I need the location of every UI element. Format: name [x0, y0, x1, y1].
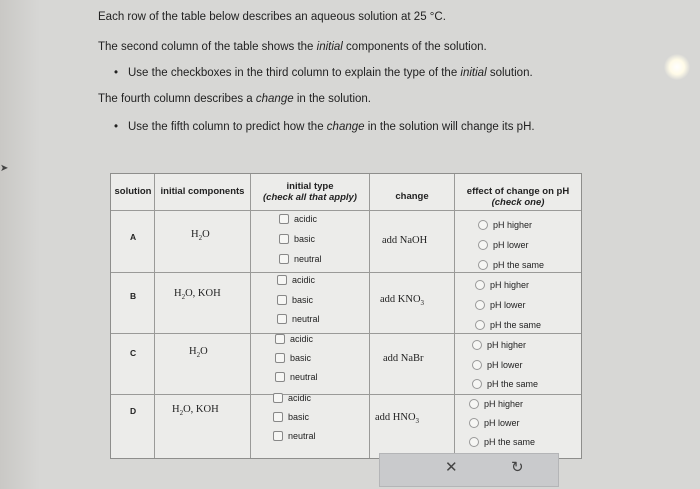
row-divider — [111, 272, 581, 273]
checkbox-label: basic — [292, 295, 314, 305]
radio-dot[interactable] — [475, 280, 485, 290]
radio-label: pH lower — [493, 240, 529, 250]
instruction-emphasis: initial — [460, 67, 487, 79]
row-d-label: D — [130, 406, 137, 416]
cursor-arrow-icon: ➤ — [0, 163, 9, 174]
row-d-ph-same-radio[interactable] — [469, 437, 535, 447]
checkbox-label: neutral — [294, 254, 322, 264]
formula-part: H — [172, 404, 180, 415]
instruction-text: The second column of the table shows the — [98, 41, 317, 53]
header-effect-title: effect of change on pH — [466, 186, 570, 197]
header-initial-components: initial components — [160, 186, 245, 197]
row-c-basic-checkbox[interactable] — [275, 353, 311, 363]
row-b-label: B — [130, 291, 137, 301]
header-effect-hint: (check one) — [491, 197, 545, 209]
row-c-ph-same-radio[interactable] — [472, 379, 538, 389]
row-b-neutral-checkbox[interactable] — [277, 314, 320, 324]
row-d-components — [172, 404, 219, 417]
instruction-line-3 — [98, 94, 371, 106]
row-a-ph-same-radio[interactable] — [478, 260, 544, 270]
instruction-text: in the solution. — [293, 93, 371, 105]
instruction-line-1: Each row of the table below describes an aqueous solution at 25 °C. — [98, 11, 446, 23]
checkbox-box[interactable] — [277, 314, 287, 324]
radio-label: pH the same — [490, 320, 542, 330]
radio-dot[interactable] — [478, 240, 488, 250]
radio-dot[interactable] — [472, 379, 482, 389]
row-a-components — [191, 229, 210, 242]
header-initial-type-hint: (check all that apply) — [263, 192, 357, 204]
column-divider — [369, 174, 370, 458]
formula-part: H — [189, 346, 197, 357]
checkbox-box[interactable] — [277, 295, 287, 305]
radio-dot[interactable] — [478, 220, 488, 230]
change-subscript: 3 — [415, 417, 420, 426]
radio-label: pH higher — [487, 340, 527, 350]
radio-label: pH lower — [490, 300, 526, 310]
radio-dot[interactable] — [469, 437, 479, 447]
instruction-text: in the solution will change its pH. — [364, 121, 535, 133]
instruction-text: The fourth column describes a — [98, 93, 256, 105]
checkbox-label: acidic — [290, 334, 314, 344]
instruction-text: solution. — [486, 67, 533, 79]
row-a-label: A — [130, 232, 137, 242]
row-c-neutral-checkbox[interactable] — [275, 372, 318, 382]
column-divider — [250, 174, 251, 458]
checkbox-box[interactable] — [273, 412, 283, 422]
formula-subscript: 2 — [196, 351, 201, 360]
row-divider — [111, 394, 581, 395]
header-change: change — [395, 191, 429, 202]
change-text: add KNO — [380, 294, 421, 305]
row-b-change — [380, 294, 424, 307]
row-c-change — [383, 353, 424, 366]
radio-dot[interactable] — [472, 340, 482, 350]
radio-dot[interactable] — [472, 360, 482, 370]
formula-part: O, KOH — [185, 288, 221, 299]
clear-icon[interactable]: ✕ — [445, 459, 458, 476]
row-b-ph-same-radio[interactable] — [475, 320, 541, 330]
change-text: add NaBr — [383, 353, 424, 364]
radio-dot[interactable] — [469, 418, 479, 428]
header-initial-type-title: initial type — [286, 181, 334, 192]
row-divider — [111, 210, 581, 211]
checkbox-box[interactable] — [275, 353, 285, 363]
change-text: add NaOH — [382, 235, 428, 246]
checkbox-label: neutral — [288, 431, 316, 441]
row-a-basic-checkbox[interactable] — [279, 234, 315, 244]
undo-icon[interactable]: ↻ — [511, 459, 524, 476]
row-a-change — [382, 235, 427, 248]
change-text: add HNO — [375, 412, 416, 423]
row-b-components — [174, 288, 221, 301]
formula-part: O, KOH — [183, 404, 219, 415]
formula-part: H — [174, 288, 182, 299]
row-d-change — [375, 412, 419, 425]
instruction-emphasis: initial — [316, 41, 343, 53]
instruction-emphasis: change — [326, 121, 365, 133]
formula-subscript: 2 — [181, 293, 186, 302]
row-a-ph-higher-radio[interactable] — [478, 220, 532, 230]
row-d-basic-checkbox[interactable] — [273, 412, 309, 422]
checkbox-box[interactable] — [273, 393, 283, 403]
header-initial-type — [251, 181, 369, 204]
radio-label: pH higher — [493, 220, 533, 230]
radio-label: pH lower — [484, 418, 520, 428]
column-divider — [454, 174, 455, 458]
solutions-table — [110, 173, 582, 459]
left-shadow — [0, 0, 40, 489]
row-a-acidic-checkbox[interactable] — [279, 214, 317, 224]
row-d-neutral-checkbox[interactable] — [273, 431, 316, 441]
checkbox-label: acidic — [288, 393, 312, 403]
checkbox-box[interactable] — [279, 214, 289, 224]
row-c-ph-higher-radio[interactable] — [472, 340, 526, 350]
row-b-ph-higher-radio[interactable] — [475, 280, 529, 290]
formula-part: H — [191, 229, 199, 240]
row-b-basic-checkbox[interactable] — [277, 295, 313, 305]
checkbox-box[interactable] — [277, 275, 287, 285]
checkbox-label: neutral — [292, 314, 320, 324]
row-c-ph-lower-radio[interactable] — [472, 360, 523, 370]
checkbox-box[interactable] — [273, 431, 283, 441]
change-subscript: 3 — [420, 299, 425, 308]
instruction-text: Use the checkboxes in the third column to explain the type of the — [128, 67, 461, 79]
instruction-emphasis: change — [255, 93, 294, 105]
formula-subscript: 2 — [179, 409, 184, 418]
radio-label: pH higher — [490, 280, 530, 290]
instruction-text: components of the solution. — [342, 41, 487, 53]
radio-dot[interactable] — [469, 399, 479, 409]
checkbox-label: acidic — [294, 214, 318, 224]
radio-dot[interactable] — [475, 300, 485, 310]
radio-label: pH lower — [487, 360, 523, 370]
row-d-ph-higher-radio[interactable] — [469, 399, 523, 409]
row-c-components — [189, 346, 208, 359]
row-d-ph-lower-radio[interactable] — [469, 418, 520, 428]
checkbox-box[interactable] — [275, 334, 285, 344]
screen-glare — [664, 54, 690, 80]
answer-toolbar — [379, 453, 559, 487]
radio-dot[interactable] — [478, 260, 488, 270]
row-a-neutral-checkbox[interactable] — [279, 254, 322, 264]
checkbox-box[interactable] — [279, 234, 289, 244]
row-a-ph-lower-radio[interactable] — [478, 240, 529, 250]
formula-subscript: 2 — [198, 234, 203, 243]
instruction-line-2 — [98, 42, 487, 54]
row-c-label: C — [130, 348, 137, 358]
column-divider — [154, 174, 155, 458]
row-b-ph-lower-radio[interactable] — [475, 300, 526, 310]
checkbox-label: basic — [290, 353, 312, 363]
radio-label: pH the same — [487, 379, 539, 389]
row-d-acidic-checkbox[interactable] — [273, 393, 311, 403]
checkbox-label: basic — [288, 412, 310, 422]
radio-label: pH the same — [484, 437, 536, 447]
checkbox-label: basic — [294, 234, 316, 244]
instruction-bullet-1 — [116, 68, 533, 80]
checkbox-label: acidic — [292, 275, 316, 285]
row-c-acidic-checkbox[interactable] — [275, 334, 313, 344]
row-b-acidic-checkbox[interactable] — [277, 275, 315, 285]
bullet-icon: • — [114, 67, 119, 79]
checkbox-label: neutral — [290, 372, 318, 382]
instruction-bullet-2 — [116, 122, 535, 134]
radio-dot[interactable] — [475, 320, 485, 330]
radio-label: pH the same — [493, 260, 545, 270]
radio-label: pH higher — [484, 399, 524, 409]
row-divider — [111, 333, 581, 334]
bullet-icon: • — [114, 121, 119, 133]
formula-part: O — [200, 346, 208, 357]
checkbox-box[interactable] — [275, 372, 285, 382]
header-effect — [455, 186, 581, 209]
checkbox-box[interactable] — [279, 254, 289, 264]
formula-part: O — [202, 229, 210, 240]
instruction-text: Use the fifth column to predict how the — [128, 121, 327, 133]
header-solution: solution — [114, 186, 152, 197]
